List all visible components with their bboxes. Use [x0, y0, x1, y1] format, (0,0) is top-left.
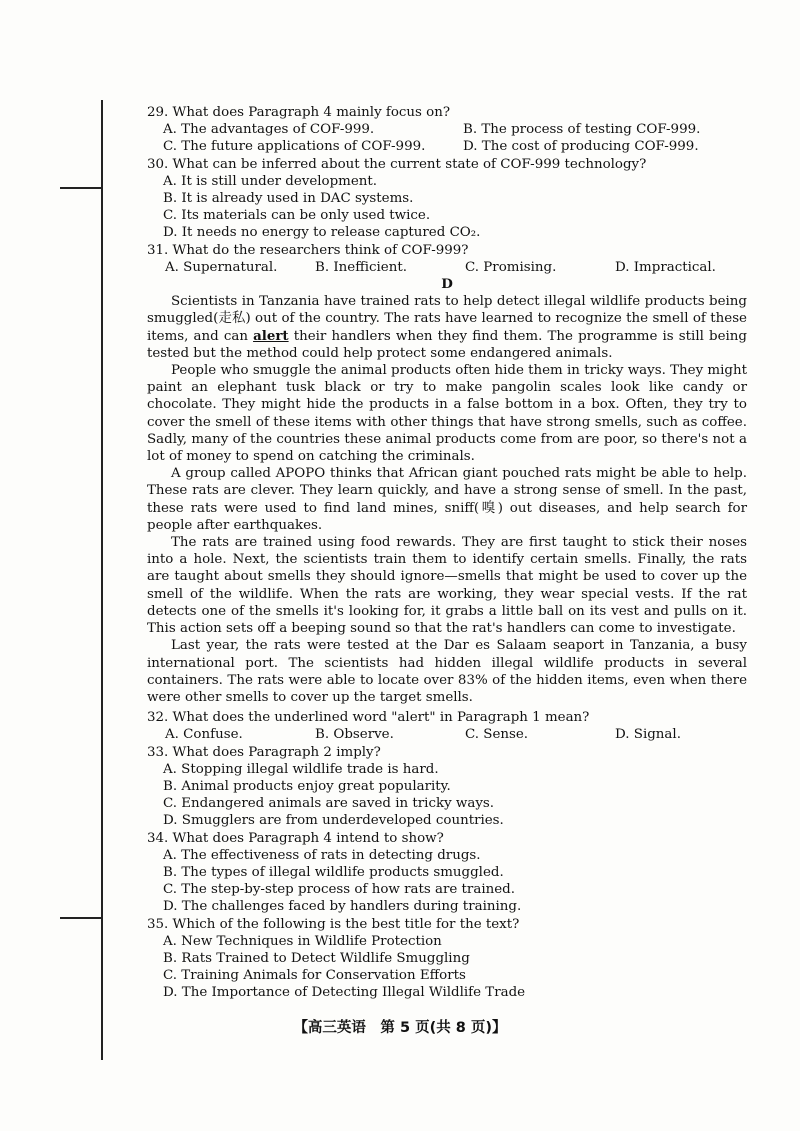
options — [163, 173, 747, 242]
question-35 — [147, 916, 747, 1002]
question-stem: 35. Which of the following is the best title for the text? — [147, 916, 520, 932]
option-d: D. The Importance of Detecting Illegal Wildlife Trade — [163, 985, 526, 1001]
questions-bottom — [147, 709, 747, 1001]
option-c: C. Endangered animals are saved in tricky ways. — [163, 796, 495, 812]
option-c: C. The future applications of COF-999. — [163, 139, 426, 155]
option-c: C. Its materials can be only used twice. — [163, 208, 431, 224]
binding-tick — [60, 187, 103, 189]
option-b: B. Animal products enjoy great popularity. — [163, 778, 451, 794]
paragraph-2: People who smuggle the animal products often hide them in tricky ways. They might paint an elephant tusk black or try to make pangolin scales look like candy or chocolate. They might hide the products in a false bottom in a box. Often, they try to cover the smell of these items with other things that have strong smells, such as coffee. Sadly, many of the countries these animal products come from are poor, so there's not a lot of money to spend on catching the criminals. — [147, 363, 747, 465]
question-stem: 29. What does Paragraph 4 mainly focus on? — [147, 105, 451, 120]
paragraph-text: their handlers when they find them. The programme is still being tested but the method could help protect some endangered animals. — [147, 328, 747, 361]
option-a: A. The effectiveness of rats in detecting drugs. — [163, 847, 481, 863]
paragraph-text: Scientists in Tanzania have trained rats to help detect illegal wildlife products being smuggled(走私) out of the country. The rats have learned to recognize the smell of these items, and can — [147, 294, 747, 344]
options — [163, 847, 747, 916]
paragraph-3: A group called APOPO thinks that African giant pouched rats might be able to help. These rats are clever. They learn quickly, and have a strong sense of smell. In the past, these rats were used to find land mines, sniff(嗅) out diseases, and help search for people after earthquakes. — [147, 466, 747, 533]
option-c: C. Promising. — [465, 259, 557, 275]
passage — [147, 293, 747, 706]
question-34 — [147, 830, 747, 916]
option-b: B. The types of illegal wildlife products smuggled. — [163, 864, 504, 880]
page-content — [147, 104, 747, 1002]
option-b: B. Inefficient. — [315, 259, 407, 275]
question-30 — [147, 156, 747, 242]
option-d: D. Signal. — [615, 727, 681, 743]
options — [165, 259, 747, 276]
option-b: B. Observe. — [315, 727, 394, 743]
binding-line — [101, 100, 103, 1060]
options — [163, 121, 747, 155]
question-stem: 33. What does Paragraph 2 imply? — [147, 744, 381, 760]
question-stem: 34. What does Paragraph 4 intend to show? — [147, 830, 444, 846]
section-letter: D — [441, 276, 453, 293]
question-stem: 31. What do the researchers think of COF-999? — [147, 242, 469, 258]
underlined-word: alert — [253, 327, 289, 344]
options — [163, 761, 747, 830]
option-b: B. The process of testing COF-999. — [463, 122, 701, 138]
option-c: C. Training Animals for Conservation Efforts — [163, 968, 466, 984]
binding-tick — [60, 917, 103, 919]
option-b: B. Rats Trained to Detect Wildlife Smuggling — [163, 950, 470, 966]
paragraph-1 — [147, 293, 747, 362]
option-c: C. The step-by-step process of how rats are trained. — [163, 882, 515, 898]
options — [163, 933, 747, 1002]
question-stem: 30. What can be inferred about the current state of COF-999 technology? — [147, 156, 647, 172]
question-29 — [147, 104, 747, 156]
option-a: A. Stopping illegal wildlife trade is hard. — [163, 761, 439, 777]
question-31 — [147, 242, 747, 276]
option-d: D. The cost of producing COF-999. — [463, 139, 699, 155]
option-a: A. The advantages of COF-999. — [163, 122, 375, 138]
option-b: B. It is already used in DAC systems. — [163, 191, 414, 207]
page-footer: 【高三英语 第 5 页(共 8 页)】 — [293, 1020, 507, 1036]
option-d: D. The challenges faced by handlers during training. — [163, 899, 522, 915]
paragraph-4: The rats are trained using food rewards. They are first taught to stick their noses into a hole. Next, the scientists train them to identify certain smells. Finally, the rats are taught about smells they should ignore—smells that might be used to cover up the smell of the wildlife. When the rats are working, they wear special vests. If the rat detects one of the smells it's looking for, it grabs a little ball on its vest and pulls on it. This action sets off a beeping sound so that the rat's handlers can come to investigate. — [147, 535, 747, 637]
option-d: D. Smugglers are from underdeveloped countries. — [163, 813, 504, 829]
option-d: D. It needs no energy to release captured CO₂. — [163, 225, 481, 241]
option-a: A. New Techniques in Wildlife Protection — [163, 933, 442, 949]
question-stem: 32. What does the underlined word "alert" in Paragraph 1 mean? — [147, 710, 590, 726]
paragraph-5: Last year, the rats were tested at the Dar es Salaam seaport in Tanzania, a busy international port. The scientists had hidden illegal wildlife products in several containers. The rats were able to locate over 83% of the hidden items, even when there were other smells to cover up the target smells. — [147, 638, 747, 705]
option-d: D. Impractical. — [615, 259, 716, 275]
options — [165, 726, 747, 743]
option-c: C. Sense. — [465, 727, 529, 743]
question-32 — [147, 709, 747, 743]
option-a: A. Supernatural. — [165, 259, 278, 275]
option-a: A. It is still under development. — [163, 173, 378, 189]
question-33 — [147, 744, 747, 830]
option-a: A. Confuse. — [165, 727, 243, 743]
